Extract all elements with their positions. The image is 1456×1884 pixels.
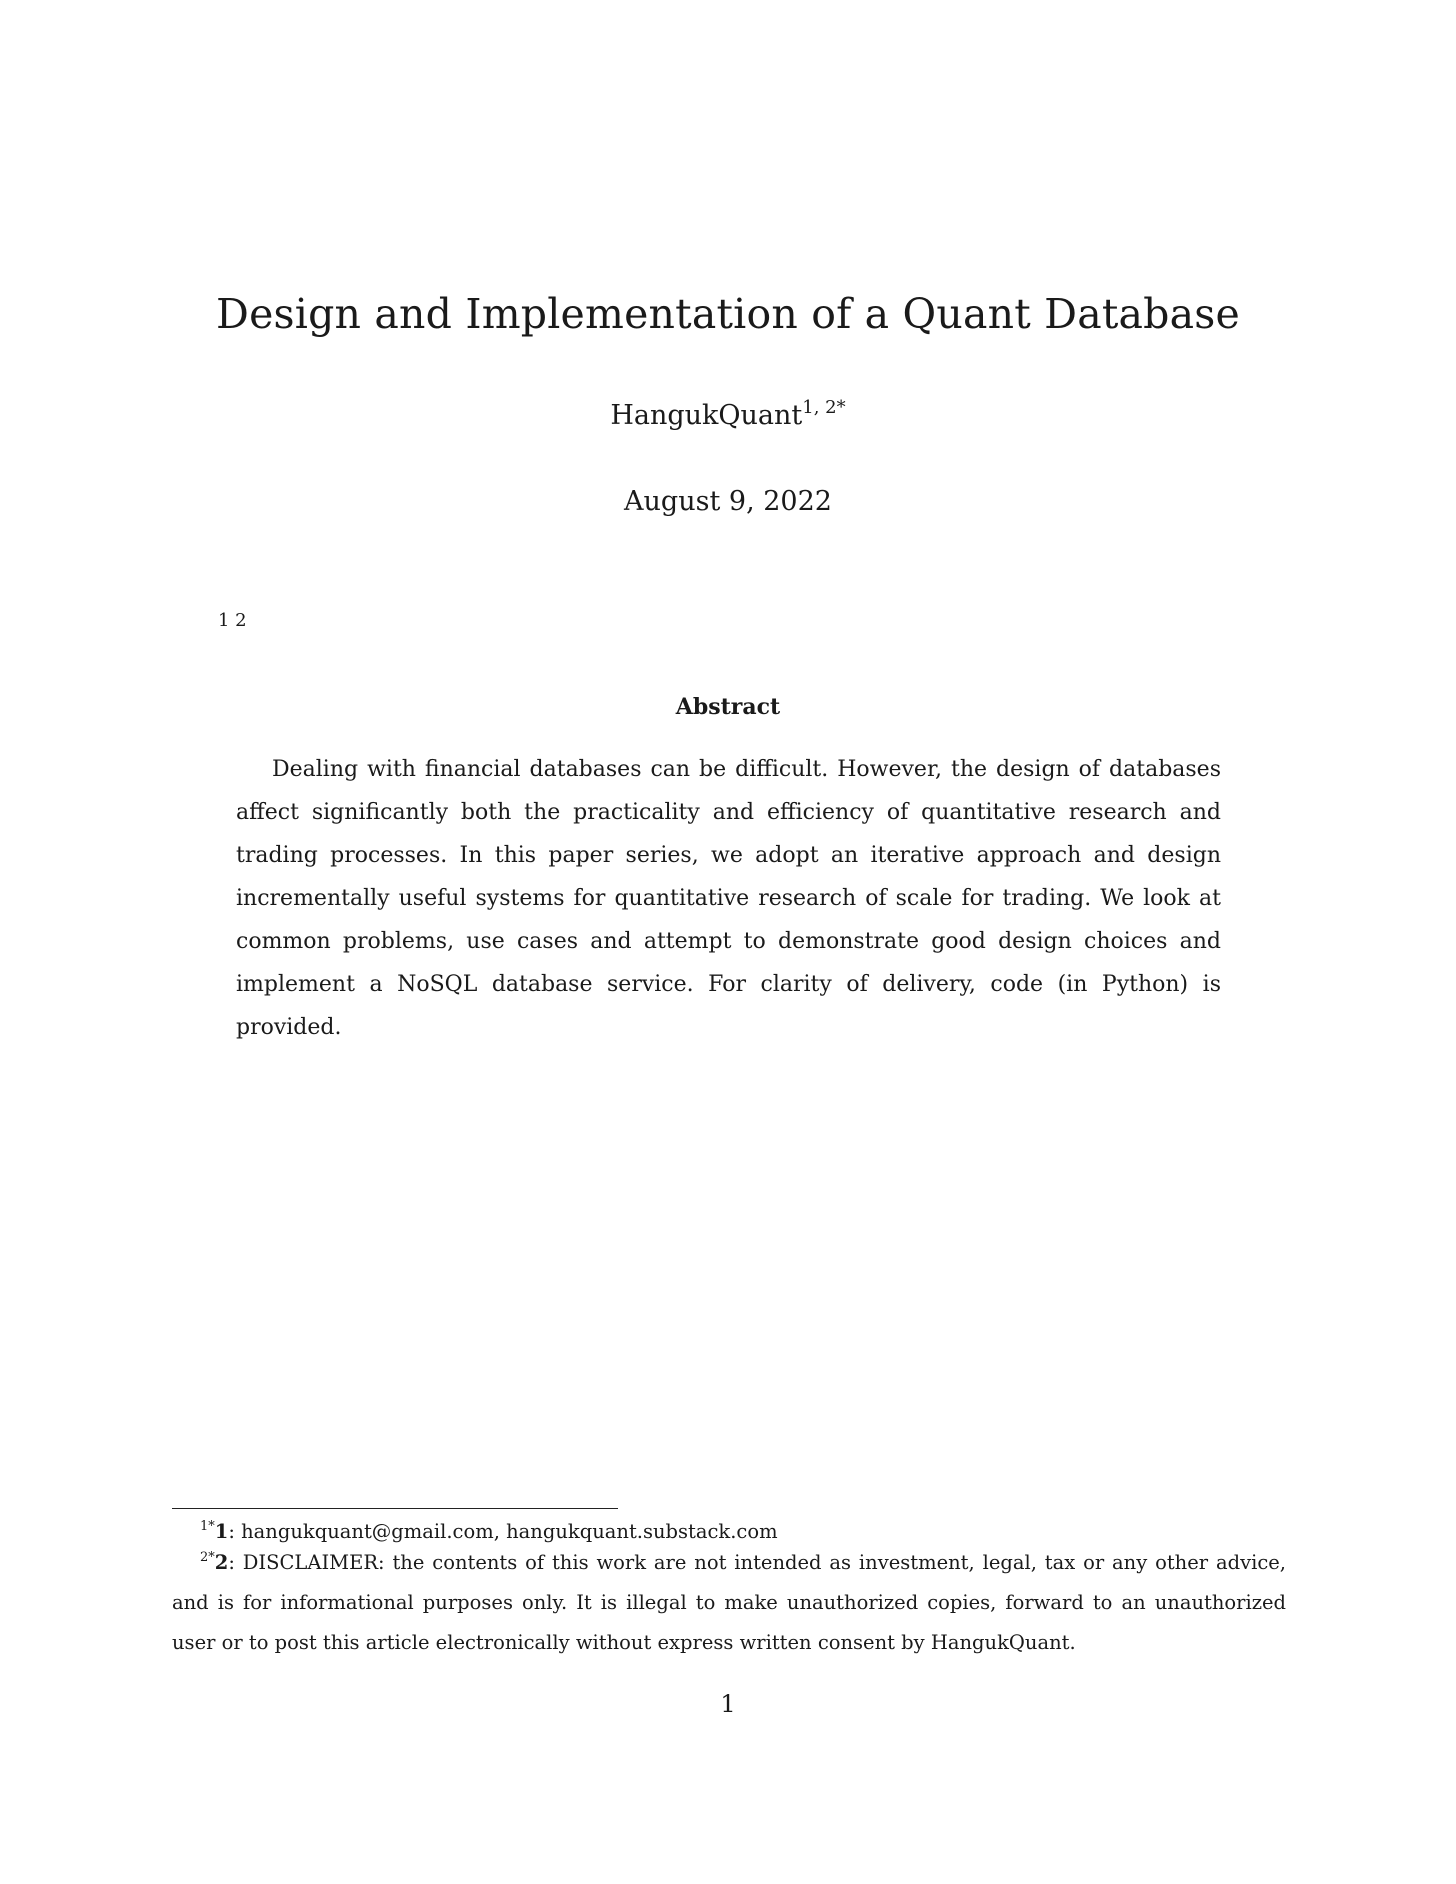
footnote-1-text: : hangukquant@gmail.com, hangukquant.substack.com <box>228 1520 778 1543</box>
author-name: HangukQuant <box>610 400 803 431</box>
footnote-divider <box>172 1508 618 1509</box>
footnote-1-mark: 1* <box>200 1519 215 1534</box>
author-line <box>0 397 1456 431</box>
footnote-2-label: 2 <box>214 1551 229 1574</box>
paper-date: August 9, 2022 <box>624 486 832 517</box>
author-affiliation-marks: 1, 2* <box>802 397 846 418</box>
page-number: 1 <box>720 1690 736 1718</box>
orphan-footnote-markers: 1 2 <box>218 610 247 631</box>
footnote-1-label: 1 <box>214 1520 229 1543</box>
footnote-2-text: : DISCLAIMER: the contents of this work are not intended as investment, legal, tax or any other advice, and is for informational purposes only. It is illegal to make unauthorized copies, forward to an unauthorized user or to post this article electronically without express written consent by HangukQuant. <box>172 1551 1286 1654</box>
footnote-2 <box>172 1543 1286 1663</box>
footnote-2-mark: 2* <box>200 1550 215 1565</box>
paper-title: Design and Implementation of a Quant Database <box>216 290 1240 338</box>
abstract-heading: Abstract <box>675 694 781 720</box>
abstract-body: Dealing with financial databases can be difficult. However, the design of databases affect significantly both the practicality and efficiency of quantitative research and trading processes. In this paper series, we adopt an iterative approach and design incrementally useful systems for quantitative research of scale for trading. We look at common problems, use cases and attempt to demonstrate good design choices and implement a NoSQL database service. For clarity of delivery, code (in Python) is provided. <box>236 757 1221 1040</box>
